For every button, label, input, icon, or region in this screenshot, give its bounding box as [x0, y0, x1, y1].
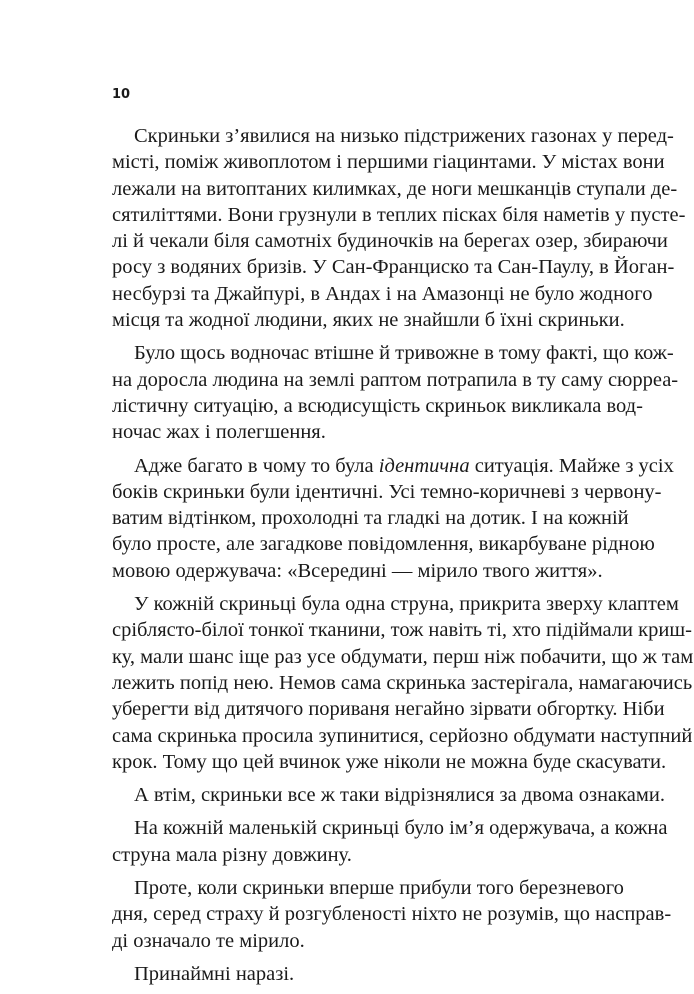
text-line: лежить попід нею. Немов сама скринька застерігала, намагаючись — [112, 671, 693, 694]
emphasis-word: ідентична — [378, 454, 470, 477]
text-line: ку, мали шанс іще раз усе обдумати, перш ніж побачити, що ж там — [112, 645, 694, 668]
text-line: росу з водяних бризів. У Сан-Франциско та Сан-Паулу, в Йоган- — [112, 256, 675, 279]
paragraph-3 — [112, 453, 674, 584]
paragraph-1 — [112, 123, 686, 333]
text-line: А втім, скриньки все ж таки відрізнялися за двома ознаками. — [134, 784, 665, 807]
text-line: струна мала різну довжину. — [112, 843, 352, 866]
paragraph-7 — [112, 875, 672, 954]
text-line: лежали на витоптаних килимках, де ноги мешканців ступали де- — [112, 177, 678, 200]
paragraph-5 — [112, 782, 665, 808]
text-fragment: Адже багато в чому то була — [134, 454, 379, 477]
paragraph-2 — [112, 340, 679, 445]
text-line: дня, серед страху й розгубленості ніхто не розумів, що насправ- — [112, 903, 672, 926]
text-line-with-emphasis — [112, 453, 674, 479]
text-line: лістичну ситуацію, а всюдисущість скриньок викликала вод- — [112, 394, 643, 417]
text-line: Проте, коли скриньки вперше прибули того березневого — [134, 877, 624, 900]
text-line: уберегти від дитячого пориваня негайно зірвати обгортку. Ніби — [112, 698, 665, 721]
text-line: лі й чекали біля самотніх будиночків на берегах озер, збираючи — [112, 230, 668, 253]
text-line: на доросла людина на землі раптом потрапила в ту саму сюрреа- — [112, 368, 679, 391]
text-line: сріблясто-білої тонкої тканини, тож навіть ті, хто підіймали криш- — [112, 619, 692, 642]
text-line: На кожній маленькій скриньці було ім’я одержувача, а кожна — [134, 817, 668, 840]
text-line: сятиліттями. Вони грузнули в теплих пісках біля наметів у пусте- — [112, 203, 686, 226]
text-line: Принаймні наразі. — [134, 962, 295, 985]
text-line: Було щось водночас втішне й тривожне в тому факті, що кож- — [134, 342, 674, 365]
text-line: У кожній скриньці була одна струна, прикрита зверху клаптем — [134, 593, 679, 616]
text-line: місті, поміж живоплотом і першими гіацинтами. У містах вони — [112, 151, 665, 174]
text-line: сама скринька просила зупинитися, серйозно обдумати наступний — [112, 724, 693, 747]
text-line: крок. Тому що цей вчинок уже ніколи не можна буде скасувати. — [112, 750, 667, 773]
page-number: 10 — [112, 87, 131, 102]
text-line: ватим відтінком, прохолодні та гладкі на дотик. І на кожній — [112, 507, 629, 530]
text-fragment: ситуація. Майже з усіх — [469, 454, 674, 477]
text-line: місця та жодної людини, яких не знайшли б їхні скриньки. — [112, 309, 625, 332]
text-line: ночас жах і полегшення. — [112, 421, 326, 444]
text-line: несбурзі та Джайпурі, в Андах і на Амазонці не було жодного — [112, 282, 653, 305]
paragraph-4 — [112, 591, 694, 775]
text-line: ді означало те мірило. — [112, 929, 305, 952]
paragraph-8 — [112, 961, 582, 987]
text-line: боків скриньки були ідентичні. Усі темно-коричневі з червону- — [112, 480, 662, 503]
paragraph-6 — [112, 815, 668, 868]
body-text — [112, 123, 694, 994]
text-line: мовою одержувача: «Всередині — мірило твого життя». — [112, 559, 603, 582]
text-line: Скриньки з’явилися на низько підстрижених газонах у перед- — [134, 125, 674, 147]
text-line: було просте, але загадкове повідомлення, викарбуване рідною — [112, 533, 655, 556]
